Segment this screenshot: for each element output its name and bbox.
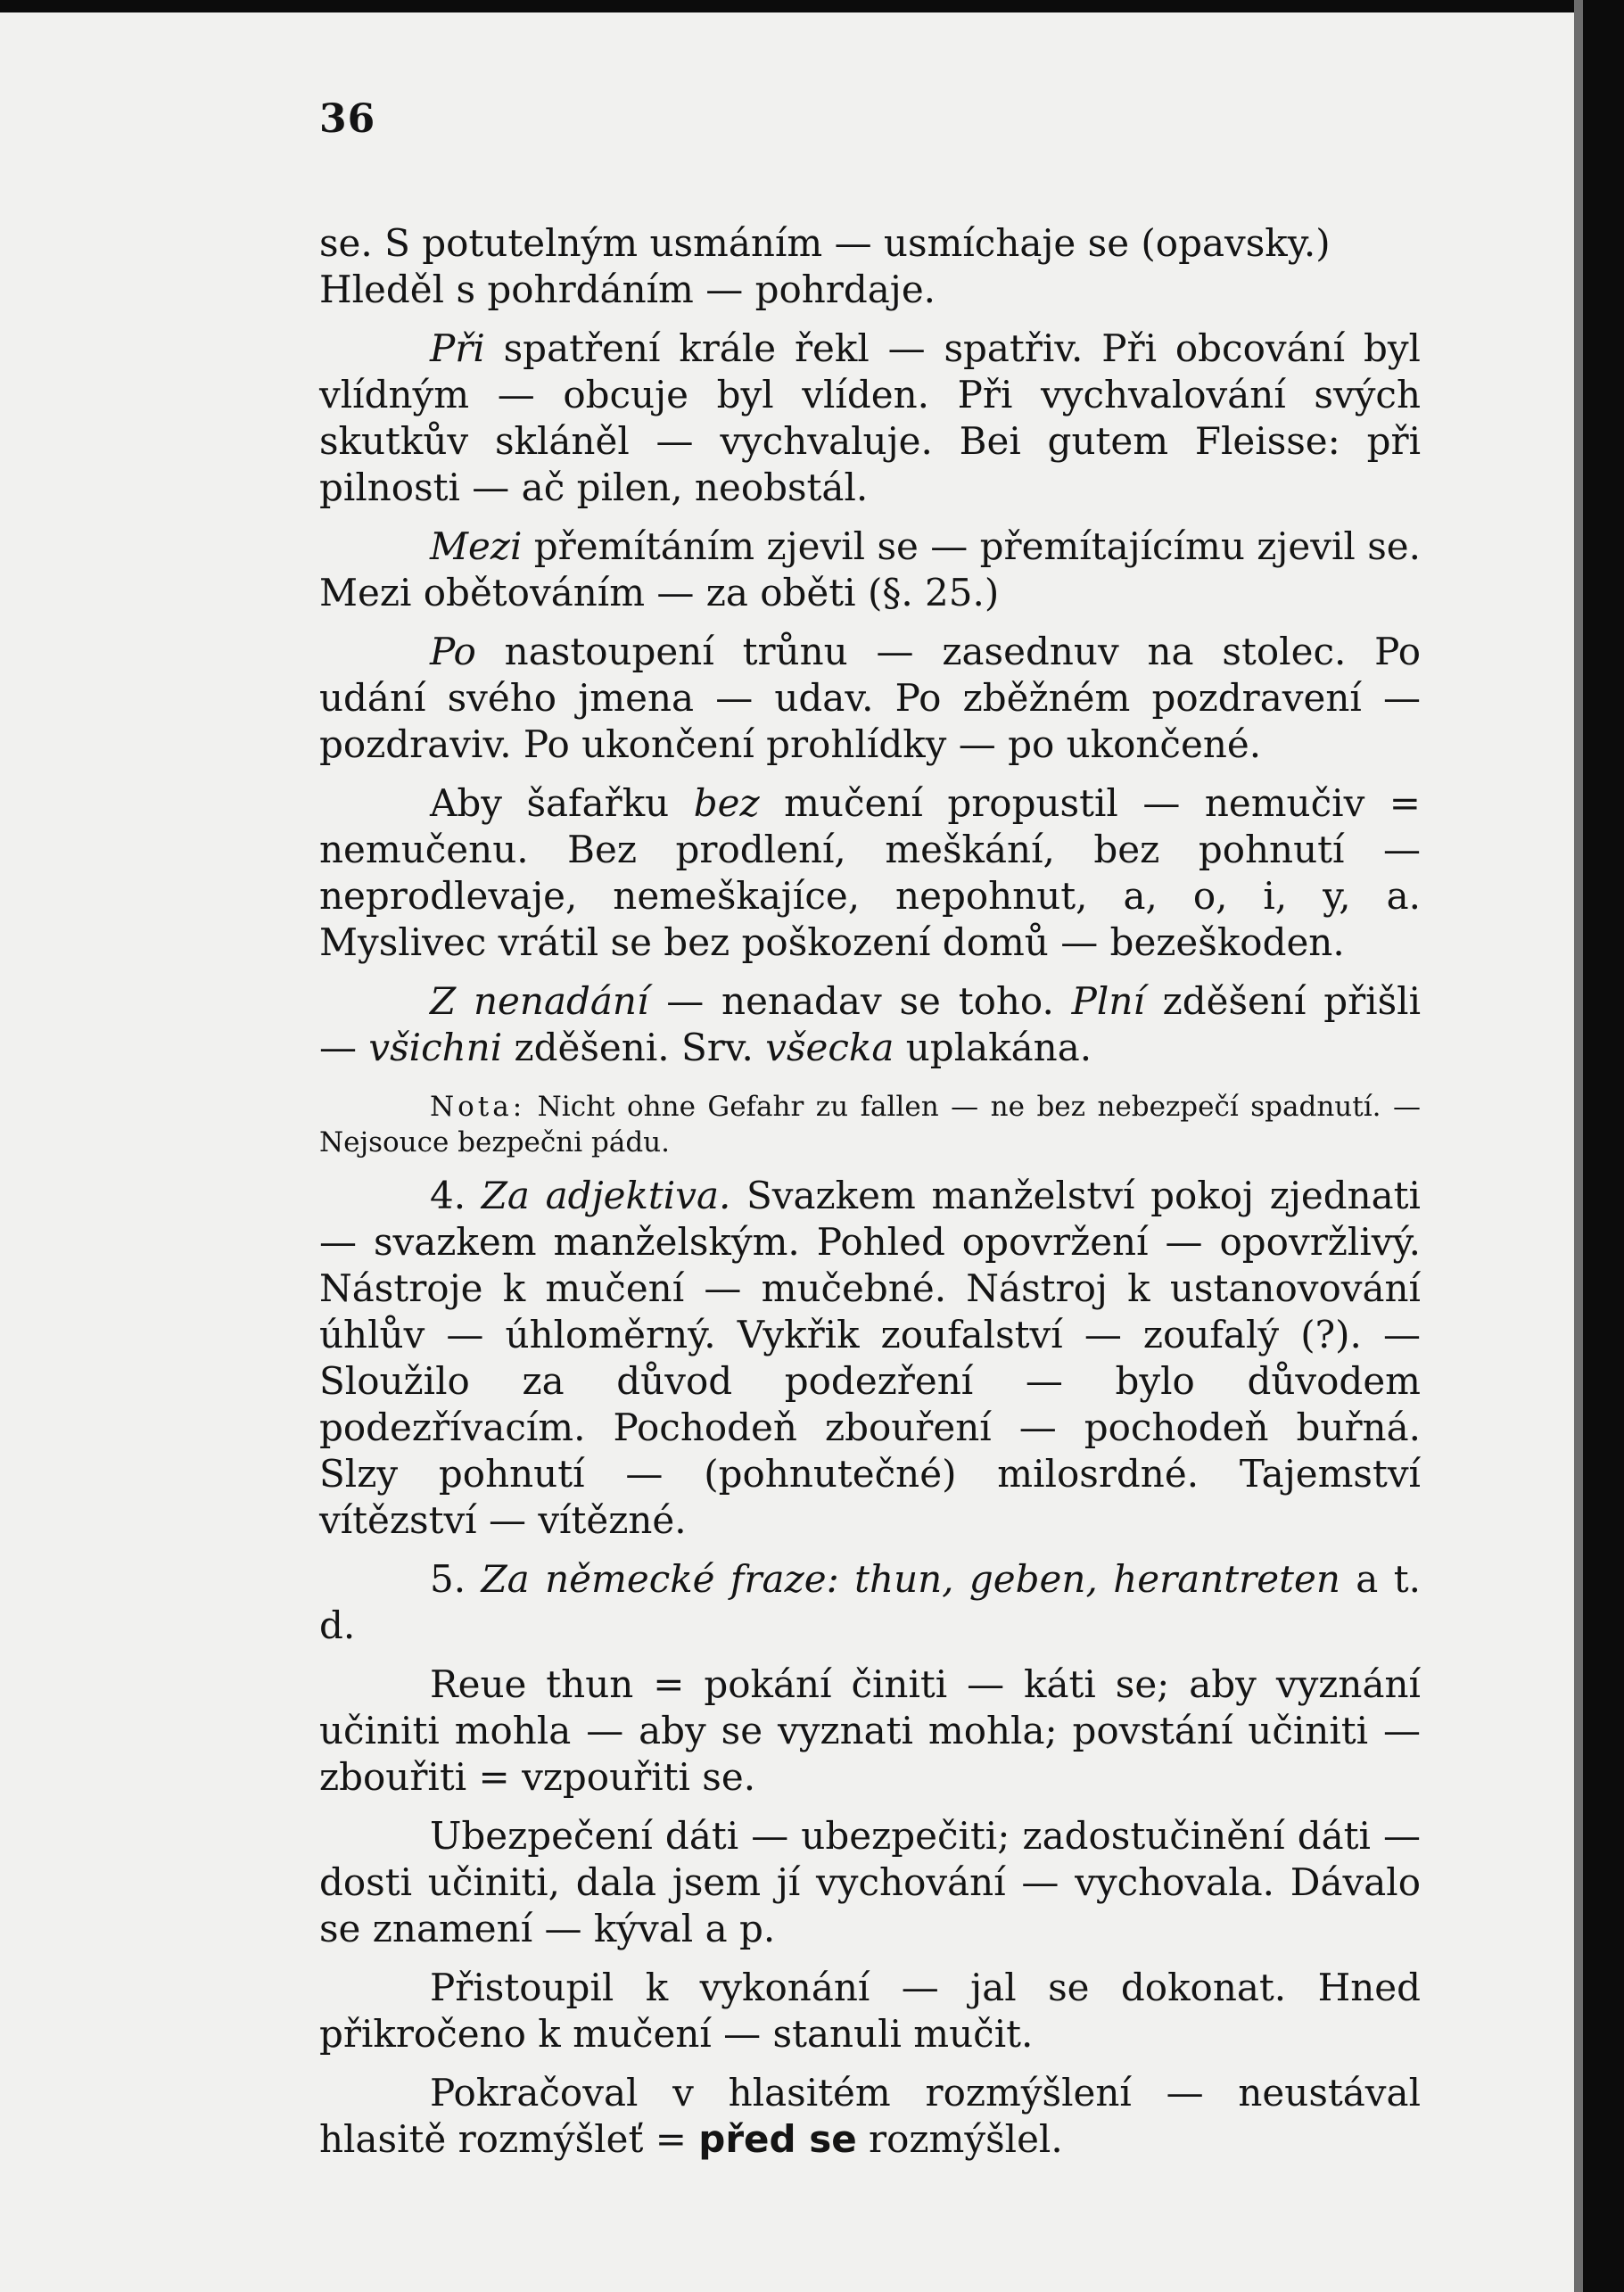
section-4-heading: Za adjektiva. [481, 1174, 731, 1217]
scan-gutter-shadow [1574, 0, 1583, 2292]
page-number: 36 [319, 96, 376, 142]
paragraph-bez-italic: bez [693, 781, 760, 825]
section-5-heading: Za německé fraze: thun, geben, herantreten [481, 1557, 1340, 1601]
paragraph-pokracoval-pre: Pokračoval v hlasitém rozmýšlení — neustával hlasitě rozmýšleť = [319, 2071, 1421, 2161]
paragraph-z-nenadani-italic-vsichni: všichni [368, 1026, 503, 1069]
paragraph-z-nenadani-italic-plni: Plní [1071, 979, 1145, 1023]
paragraph-ubezpeceni: Ubezpečení dáti — ubezpečiti; zadostučinění dáti — dosti učiniti, dala jsem jí vychování — vychovala. Dávalo se znamení — kýval a p. [319, 1814, 1421, 1950]
paragraph-mezi-text: přemítáním zjevil se — přemítajícímu zjevil se. Mezi obětováním — za oběti (§. 25.) [319, 524, 1421, 614]
paragraph-z-nenadani-end: uplakána. [894, 1026, 1092, 1069]
section-5-nemecke-fraze [319, 1556, 1421, 1649]
paragraph-pokracoval [319, 2070, 1421, 2163]
paragraph-z-nenadani-mid: — nenadav se toho. [648, 979, 1072, 1023]
section-4-adjektiva [319, 1173, 1421, 1544]
paragraph-reue-thun: Reue thun = pokání činiti — káti se; aby vyznání učiniti mohla — aby se vyznati mohla; povstání učiniti — zbouřiti = vzpouřiti se. [319, 1662, 1421, 1799]
paragraph-z-nenadani [319, 978, 1421, 1071]
paragraph-mezi-lead: Mezi [430, 524, 523, 568]
paragraph-pokracoval-end: rozmýšlel. [856, 2117, 1063, 2161]
section-5-text: a t. d. [319, 1557, 1421, 1647]
paragraph-po-lead: Po [430, 630, 476, 673]
paragraph-1-line-1: se. S potutelným usmáním — usmíchaje se (opavsky.) [319, 221, 1331, 265]
paragraph-bez [319, 780, 1421, 966]
paragraph-pri-lead: Při [430, 326, 485, 370]
paragraph-po [319, 629, 1421, 768]
paragraph-pristoupil: Přistoupil k vykonání — jal se dokonat. Hned přikročeno k mučení — stanuli mučit. [319, 1966, 1421, 2056]
nota-footnote [319, 1089, 1421, 1160]
paragraph-pokracoval-bold: před se [698, 2117, 857, 2161]
paragraph-pri-text: spatření krále řekl — spatřiv. Při obcování byl vlídným — obcuje byl vlíden. Při vychvalování svých skutkův skláněl — vychvaluje. Bei gutem Fleisse: při pilnosti — ač pilen, neobstál. [319, 326, 1421, 509]
paragraph-1 [319, 220, 1421, 313]
paragraph-pri [319, 326, 1421, 511]
paragraph-po-text: nastoupení trůnu — zasednuv na stolec. Po udání svého jmena — udav. Po zběžném pozdravení — pozdraviv. Po ukončení prohlídky — po ukončené. [319, 630, 1421, 766]
section-4-number: 4. [430, 1174, 482, 1217]
paragraph-bez-text: mučení propustil — nemučiv = nemučenu. Bez prodlení, meškání, bez pohnutí — neprodlevaje, nemeškajíce, nepohnut, a, o, i, y, a. Myslivec vrátil se bez poškození domů — bezeškoden. [319, 781, 1421, 964]
scan-border-right [1583, 0, 1624, 2292]
paragraph-z-nenadani-italic-vsecka: všecka [765, 1026, 894, 1069]
nota-text: Nicht ohne Gefahr zu fallen — ne bez nebezpečí spadnutí. — Nejsouce bezpečni pádu. [319, 1091, 1421, 1158]
section-5-number: 5. [430, 1557, 482, 1601]
paragraph-z-nenadani-mid3: zděšeni. Srv. [502, 1026, 766, 1069]
paragraph-bez-pre: Aby šafařku [430, 781, 694, 825]
scan-border-top [0, 0, 1624, 12]
section-4-text: Svazkem manželství pokoj zjednati — svazkem manželským. Pohled opovržení — opovržlivý. Nástroje k mučení — mučebné. Nástroj k ustanovování úhlův — úhloměrný. Vykřik zoufalství — zoufalý (?). — Sloužilo za důvod podezření — bylo důvodem podezřívacím. Pochodeň zbouření — pochodeň buřná. Slzy pohnutí — (pohnutečné) milosrdné. Tajemství vítězství — vítězné. [319, 1174, 1421, 1542]
nota-lead: Nota: [430, 1091, 526, 1123]
paragraph-z-nenadani-mid2: zděšení přišli — [319, 979, 1422, 1069]
paragraph-z-nenadani-lead: Z nenadání [430, 979, 649, 1023]
paragraph-1-line-2: Hleděl s pohrdáním — pohrdaje. [319, 268, 936, 311]
book-page [319, 96, 1421, 2163]
paragraph-mezi [319, 524, 1421, 616]
